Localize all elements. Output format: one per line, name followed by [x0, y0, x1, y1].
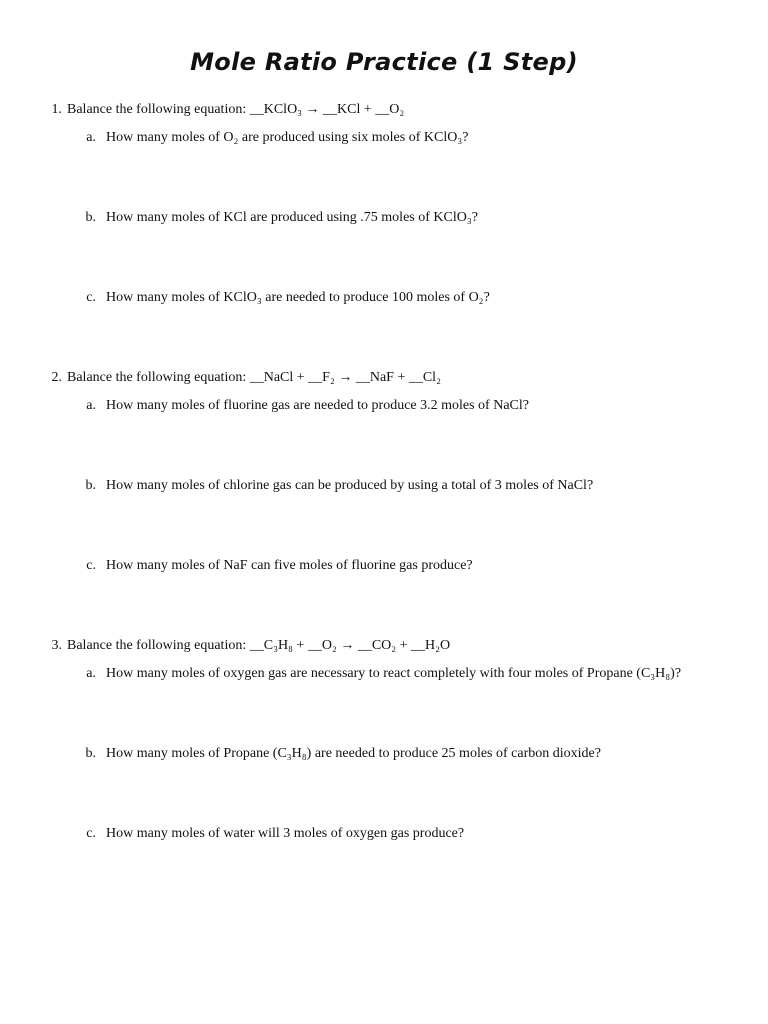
- part-letter: c.: [86, 290, 96, 305]
- part-text: How many moles of KClO₃ are needed to produce 100 moles of O₂?: [106, 290, 490, 305]
- question-text: Balance the following equation: __C₃H₈ + __O₂ → __CO₂ + __H₂O: [67, 638, 451, 653]
- part-text: How many moles of NaF can five moles of fluorine gas produce?: [106, 558, 473, 573]
- part-text: How many moles of oxygen gas are necessary to react completely with four moles of Propane (C₃H₈)?: [106, 666, 682, 681]
- part-text: How many moles of O₂ are produced using six moles of KClO₃?: [106, 130, 469, 145]
- part-letter: a.: [86, 130, 96, 145]
- part-letter: b.: [85, 746, 96, 761]
- part-letter: a.: [86, 398, 96, 413]
- page-title: Mole Ratio Practice (1 Step): [190, 48, 578, 76]
- part-letter: b.: [85, 478, 96, 493]
- question-number: 1.: [51, 102, 62, 117]
- part-text: How many moles of Propane (C₃H₈) are needed to produce 25 moles of carbon dioxide?: [106, 746, 601, 761]
- part-text: How many moles of chlorine gas can be produced by using a total of 3 moles of NaCl?: [106, 478, 594, 493]
- question-text: Balance the following equation: __NaCl + __F₂ → __NaF + __Cl₂: [67, 370, 441, 385]
- part-letter: a.: [86, 666, 96, 681]
- part-text: How many moles of KCl are produced using .75 moles of KClO₃?: [106, 210, 478, 225]
- part-letter: c.: [86, 826, 96, 841]
- part-letter: c.: [86, 558, 96, 573]
- question-number: 2.: [51, 370, 62, 385]
- question-number: 3.: [51, 638, 62, 653]
- part-letter: b.: [85, 210, 96, 225]
- part-text: How many moles of water will 3 moles of oxygen gas produce?: [106, 826, 465, 841]
- part-text: How many moles of fluorine gas are needed to produce 3.2 moles of NaCl?: [106, 398, 529, 413]
- question-text: Balance the following equation: __KClO₃ → __KCl + __O₂: [67, 102, 405, 117]
